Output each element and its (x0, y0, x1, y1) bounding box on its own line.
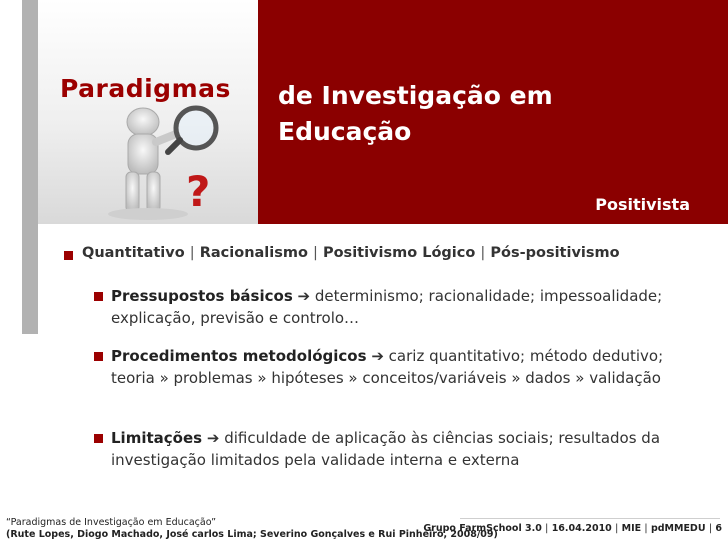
bullet-square-icon (94, 292, 103, 301)
footer-course: MIE (621, 523, 642, 534)
item-text: determinismo; racionalidade; impessoalidade; explicação, previsão e controlo… (111, 287, 663, 327)
footer-meta (423, 523, 722, 534)
arrow-right-icon: ➔ (371, 347, 384, 365)
question-mark: ? (186, 167, 211, 216)
footer-divider (460, 518, 720, 519)
footer-module: pdMMEDU (650, 523, 706, 534)
list-item (111, 345, 691, 389)
footer-date: 16.04.2010 (551, 523, 612, 534)
bullet-square-icon (64, 251, 73, 260)
arrow-right-icon: ➔ (206, 429, 220, 447)
header-image (38, 0, 258, 224)
item-text: dificuldade de aplicação às ciências sociais; resultados da investigação limitados pela validade interna e externa (111, 429, 661, 469)
footer-authors: (Rute Lopes, Diogo Machado, José carlos Lima; Severino Gonçalves e Rui Pinheiro, 2008/09) (6, 529, 498, 540)
paradigm-positivismo-logico: Positivismo Lógico (322, 245, 476, 261)
page-title-part2: de Investigação em Educação (278, 81, 553, 146)
separator: | (545, 523, 549, 534)
page-number: 6 (715, 523, 722, 534)
separator: | (189, 245, 195, 261)
list-item (111, 427, 691, 471)
bullet-square-icon (94, 434, 103, 443)
item-label: Pressupostos básicos (111, 287, 293, 305)
separator: | (313, 245, 318, 261)
separator: | (480, 245, 486, 261)
item-label: Procedimentos metodológicos (111, 347, 367, 365)
magnifier-figure-question-icon (38, 0, 258, 224)
page-subtitle: Positivista (595, 195, 690, 214)
paradigm-quantitativo: Quantitativo (82, 245, 185, 261)
paradigm-pos-positivismo: Pós-positivismo (490, 245, 620, 261)
paradigm-racionalismo: Racionalismo (199, 245, 308, 261)
page-title-part1: Paradigmas (60, 74, 231, 103)
item-label: Limitações (111, 429, 203, 447)
item-text: cariz quantitativo; método dedutivo; teoria » problemas » hipóteses » conceitos/variáveis » dados » validação (111, 347, 664, 387)
separator: | (615, 523, 619, 534)
separator: | (708, 523, 713, 534)
arrow-right-icon: ➔ (297, 287, 311, 305)
left-accent-bar (22, 0, 38, 334)
separator: | (644, 523, 648, 534)
bullet-square-icon (94, 352, 103, 361)
footer-title: “Paradigmas de Investigação em Educação” (6, 517, 217, 528)
list-item (111, 285, 691, 329)
paradigm-list (82, 245, 702, 261)
footer-group: Grupo FarmSchool 3.0 (423, 523, 542, 534)
